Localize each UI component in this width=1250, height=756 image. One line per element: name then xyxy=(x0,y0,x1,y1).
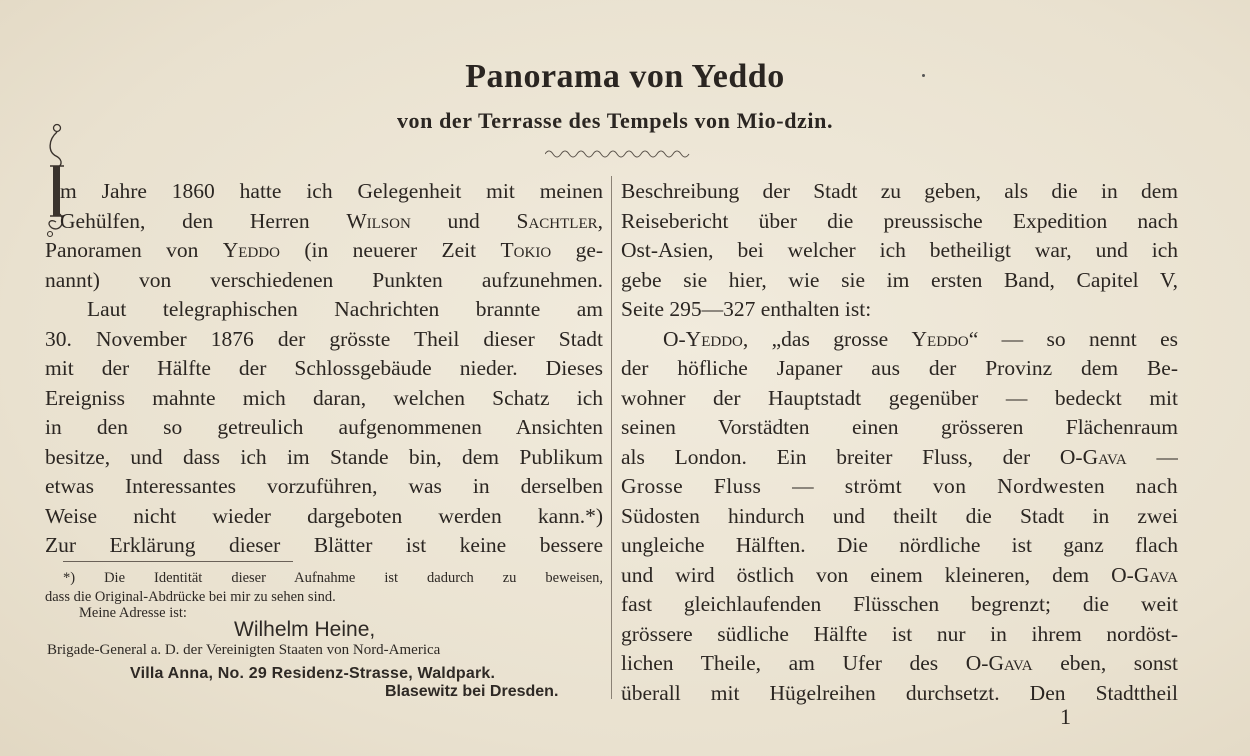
text-line: der höfliche Japaner aus der Provinz dem Be- xyxy=(621,356,1178,380)
text-line: seinen Vorstädten einen grösseren Flächenraum xyxy=(621,415,1178,439)
place-name: Yeddo xyxy=(222,238,280,262)
text-line: Reisebericht über die preussische Expedition nach xyxy=(621,208,1178,233)
line-text: ge- xyxy=(551,238,603,262)
left-text-column xyxy=(45,177,603,561)
line-text: — xyxy=(1126,444,1178,469)
author-name: Wilhelm Heine, xyxy=(234,618,376,641)
footnote-text: dass die Original-Abdrücke bei mir zu sehen sind. xyxy=(45,589,336,605)
text-line: Zur Erklärung dieser Blätter ist keine bessere xyxy=(45,533,603,557)
text-line: Ereigniss mahnte mich daran, welchen Schatz ich xyxy=(45,385,603,410)
text-line xyxy=(621,561,1178,591)
page-number: 1 xyxy=(1060,704,1071,729)
text-line: gebe sie hier, wie sie im ersten Band, Capitel V, xyxy=(621,267,1178,292)
ink-speck xyxy=(922,74,925,77)
wavy-ornament xyxy=(545,146,690,160)
river-name: O-Gava xyxy=(965,651,1033,675)
footnote-divider xyxy=(63,561,293,562)
line-text: , „das grosse xyxy=(742,326,912,351)
author-street: Villa Anna, No. 29 Residenz-Strasse, Waldpark. xyxy=(130,665,496,682)
text-line: fast gleichlaufenden Flüsschen begrenzt; die weit xyxy=(621,592,1178,616)
author-rank: Brigade-General a. D. der Vereinigten Staaten von Nord-America xyxy=(47,642,441,658)
text-line: 30. November 1876 der grösste Theil dieser Stadt xyxy=(45,326,603,351)
line-text: m Jahre 1860 hatte ich Gelegenheit mit meinen xyxy=(60,179,603,203)
person-name: Wilson xyxy=(346,208,411,233)
line-text: (in neuerer Zeit xyxy=(279,238,501,262)
line-text: eben, sonst xyxy=(1032,651,1178,675)
text-line xyxy=(621,443,1178,473)
text-line: Seite 295—327 enthalten ist: xyxy=(621,297,872,321)
place-name: Yeddo xyxy=(911,326,969,351)
text-line xyxy=(45,177,603,207)
text-line: nannt) von verschiedenen Punkten aufzunehmen. xyxy=(45,267,603,292)
line-text: “ — so nennt es xyxy=(968,326,1178,351)
text-line: besitze, und dass ich im Stande bin, dem Publikum xyxy=(45,444,603,469)
text-line xyxy=(621,649,1178,679)
river-name: O-Gava xyxy=(1111,562,1178,587)
author-town: Blasewitz bei Dresden. xyxy=(385,683,559,700)
text-line: Laut telegraphischen Nachrichten brannte am xyxy=(87,297,603,321)
text-line: in den so getreulich aufgenommenen Ansichten xyxy=(45,415,603,439)
right-text-column xyxy=(621,177,1178,708)
text-line: grössere südliche Hälfte ist nur in ihrem nordöst- xyxy=(621,621,1178,646)
page-subtitle: von der Terrasse des Tempels von Mio-dzin. xyxy=(396,108,834,133)
page-title: Panorama von Yeddo xyxy=(465,58,785,95)
text-line: Ost-Asien, bei welcher ich betheiligt war, und ich xyxy=(621,238,1178,262)
line-text: , xyxy=(597,208,603,233)
text-line xyxy=(45,236,603,266)
text-line xyxy=(621,325,1178,355)
place-name: O-Yeddo xyxy=(663,326,743,351)
line-text: und xyxy=(410,208,517,233)
footnote-text: *) Die Identität dieser Aufnahme ist dadurch zu beweisen, xyxy=(63,570,603,586)
line-text: und wird östlich von einem kleineren, dem xyxy=(621,562,1112,587)
person-name: Sachtler xyxy=(516,208,598,233)
address-label: Meine Adresse ist: xyxy=(79,605,187,621)
text-line: mit der Hälfte der Schlossgebäude nieder. Dieses xyxy=(45,356,603,380)
text-line: Beschreibung der Stadt zu geben, als die in dem xyxy=(621,179,1178,203)
text-line: ungleiche Hälften. Die nördliche ist ganz flach xyxy=(621,533,1178,557)
place-name: Tokio xyxy=(500,238,552,262)
line-text: Gehülfen, den Herren xyxy=(60,208,347,233)
text-line xyxy=(45,207,603,237)
footnote-line xyxy=(45,589,603,606)
line-text: Panoramen von xyxy=(45,238,223,262)
line-text: lichen Theile, am Ufer des xyxy=(621,651,966,675)
text-line: Grosse Fluss — strömt von Nordwesten nach xyxy=(621,474,1178,498)
text-line: etwas Interessantes vorzuführen, was in derselben xyxy=(45,474,603,498)
text-line: wohner der Hauptstadt gegenüber — bedeckt mit xyxy=(621,385,1178,410)
footnote-line xyxy=(45,570,603,589)
line-text: als London. Ein breiter Fluss, der xyxy=(621,444,1060,469)
text-line: Weise nicht wieder dargeboten werden kann.*) xyxy=(45,503,603,528)
text-line: Südosten hindurch und theilt die Stadt in zwei xyxy=(621,503,1178,528)
text-line: überall mit Hügelreihen durchsetzt. Den Stadttheil xyxy=(621,680,1178,705)
river-name: O-Gava xyxy=(1059,444,1127,469)
